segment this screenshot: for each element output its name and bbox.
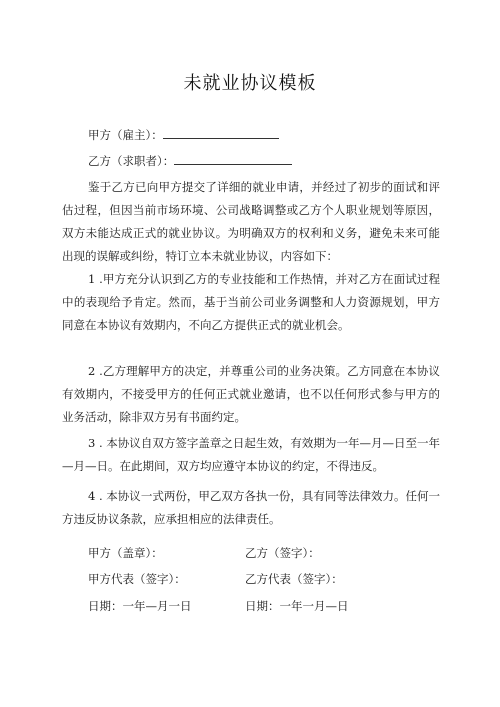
document-title: 未就业协议模板	[183, 73, 317, 94]
party-b-date-label: 日期：一年一月—日	[245, 599, 349, 613]
clause-4-paragraph: 4 . 本协议一式两份，甲乙双方各执一份，具有同等法律效力。任何一方违反协议条款，应承担相应的法律责任。	[62, 489, 440, 526]
party-a-representative-label: 甲方代表（签字）：	[88, 572, 186, 586]
party-a-label: 甲方（雇主）：	[88, 128, 163, 142]
party-a-field	[88, 126, 279, 143]
clause-1-paragraph: 1 .甲方充分认识到乙方的专业技能和工作热情，并对乙方在面试过程中的表现给予肯定。然而，基于当前公司业务调整和人力资源规划，甲方同意在本协议有效期内，不向乙方提供正式的就业机会。	[62, 272, 440, 332]
party-b-representative-label: 乙方代表（签字）：	[245, 572, 343, 586]
party-b-blank-line	[174, 152, 292, 165]
party-b-sign-label: 乙方（签字）：	[245, 546, 320, 560]
party-a-blank-line	[163, 126, 279, 139]
party-b-label: 乙方（求职者）：	[88, 154, 175, 168]
clause-3-paragraph: 3 . 本协议自双方签字盖章之日起生效，有效期为一年—月—日至一年—月—日。在此期间，双方均应遵守本协议的约定，不得违反。	[62, 436, 440, 473]
party-a-seal-label: 甲方（盖章）：	[88, 546, 163, 560]
clause-2-paragraph: 2 .乙方理解甲方的决定，并尊重公司的业务决策。乙方同意在本协议有效期内，不接受甲方的任何正式就业邀请，也不以任何形式参与甲方的业务活动，除非双方另有书面约定。	[62, 364, 440, 424]
party-b-field	[88, 152, 292, 169]
preamble-paragraph: 鉴于乙方已向甲方提交了详细的就业申请，并经过了初步的面试和评估过程，但因当前市场环境、公司战略调整或乙方个人职业规划等原因，双方未能达成正式的就业协议。为明确双方的权利和义务，避免未来可能出现的误解或纠纷，特订立本未就业协议，内容如下：	[62, 180, 440, 263]
party-a-date-label: 日期：一年—月一日	[88, 599, 192, 613]
